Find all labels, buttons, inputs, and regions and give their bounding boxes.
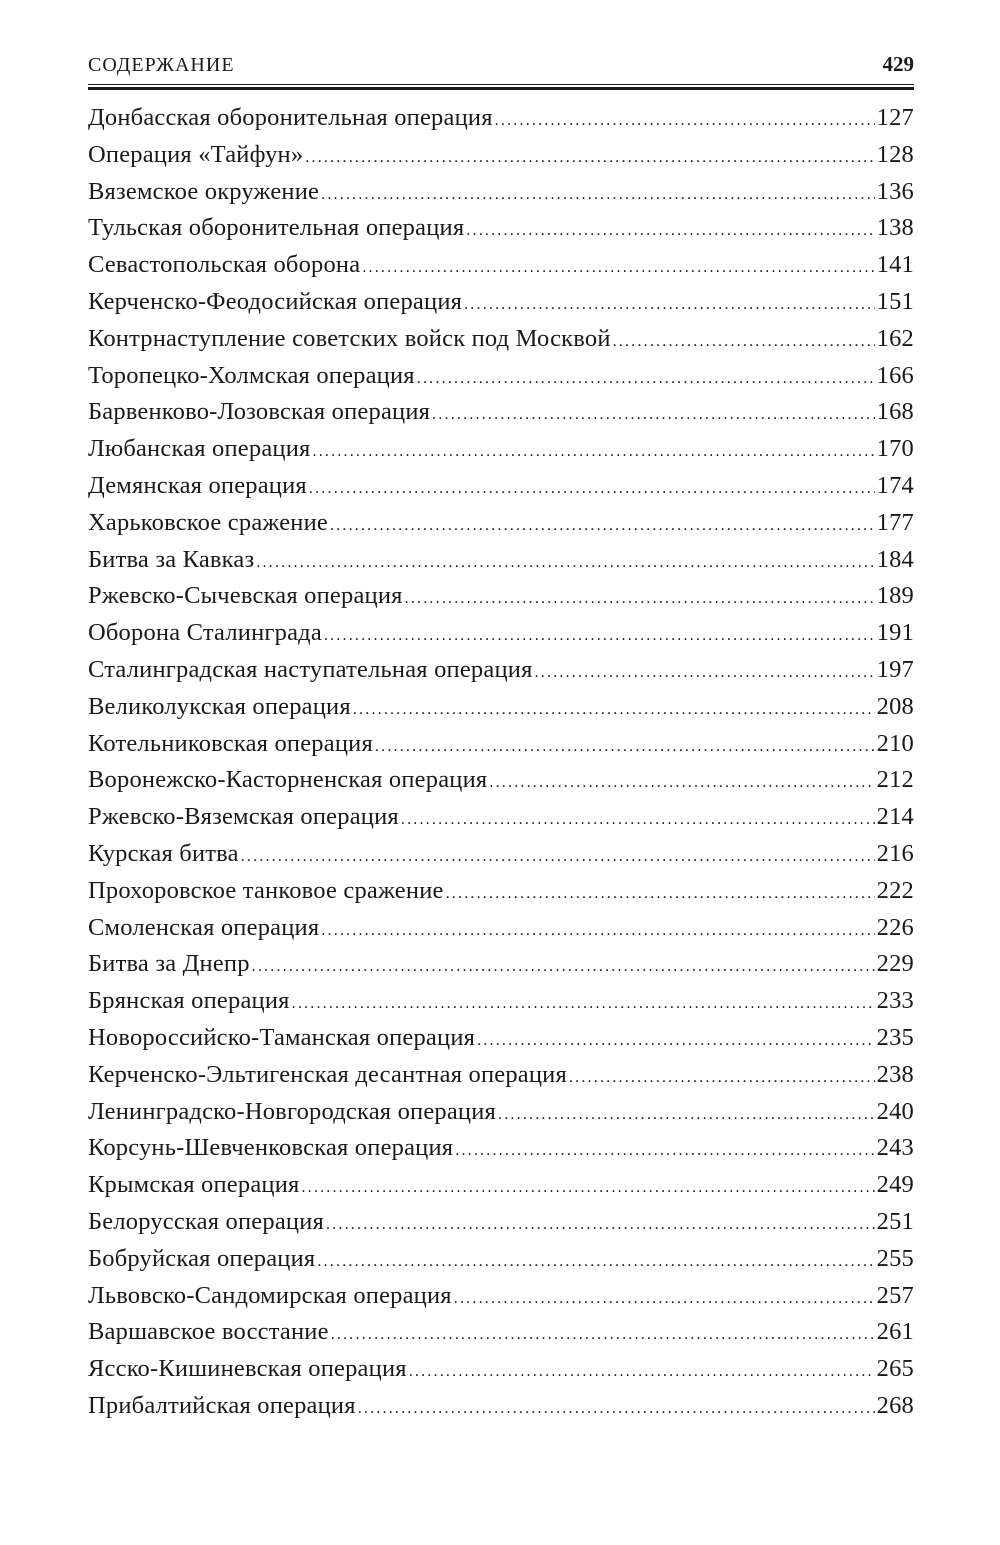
dot-leader [464, 296, 875, 314]
dot-leader [401, 811, 875, 829]
dot-leader [252, 958, 875, 976]
toc-entry-page: 174 [876, 471, 914, 499]
toc-entry-page: 243 [876, 1134, 914, 1162]
toc-entry-page: 166 [876, 361, 914, 389]
toc-entry-title: Новороссийско-Таманская операция [88, 1023, 476, 1051]
dot-leader [309, 480, 875, 498]
toc-entry-title: Прибалтийская операция [88, 1391, 356, 1419]
toc-entry [88, 288, 914, 325]
toc-entry-title: Оборона Сталинграда [88, 619, 322, 647]
toc-entry-title: Ржевско-Сычевская операция [88, 582, 403, 610]
dot-leader [330, 517, 875, 535]
toc-entry-page: 261 [876, 1318, 914, 1346]
toc-entry-page: 238 [876, 1060, 914, 1088]
toc-entry-title: Битва за Кавказ [88, 545, 255, 573]
toc-entry-title: Керченско-Эльтигенская десантная операция [88, 1060, 567, 1088]
dot-leader [446, 885, 875, 903]
toc-entry [88, 582, 914, 619]
toc-entry-page: 210 [876, 729, 914, 757]
dot-leader [324, 627, 875, 645]
toc-entry-page: 127 [876, 104, 914, 131]
toc-entry-page: 212 [876, 766, 914, 794]
toc-entry [88, 1134, 914, 1171]
toc-entry-page: 255 [876, 1244, 914, 1272]
toc-entry-page: 141 [876, 251, 914, 279]
dot-leader [321, 186, 875, 204]
running-header [88, 52, 914, 82]
toc-entry [88, 914, 914, 951]
header-rule [88, 84, 914, 90]
dot-leader [455, 1142, 874, 1160]
toc-entry-title: Бобруйская операция [88, 1244, 316, 1272]
toc-entry [88, 435, 914, 472]
toc-entry-page: 216 [876, 839, 914, 867]
dot-leader [313, 443, 875, 461]
dot-leader [535, 664, 875, 682]
dot-leader [358, 1400, 875, 1418]
dot-leader [466, 222, 874, 240]
toc-entry [88, 693, 914, 730]
dot-leader [317, 1253, 874, 1271]
toc-entry [88, 104, 914, 141]
section-title: СОДЕРЖАНИЕ [88, 54, 235, 76]
table-of-contents [88, 104, 914, 1429]
dot-leader [353, 701, 875, 719]
dot-leader [241, 848, 875, 866]
toc-entry-title: Любанская операция [88, 435, 311, 463]
toc-entry-title: Котельниковская операция [88, 729, 373, 757]
toc-entry-page: 251 [876, 1207, 914, 1235]
toc-entry-title: Ржевско-Вяземская операция [88, 803, 399, 831]
toc-entry [88, 840, 914, 877]
page-number: 429 [882, 52, 914, 76]
toc-entry [88, 766, 914, 803]
toc-entry-page: 138 [876, 214, 914, 242]
toc-entry-page: 189 [876, 582, 914, 610]
toc-entry [88, 325, 914, 362]
toc-entry-page: 265 [876, 1355, 914, 1383]
toc-entry-title: Крымская операция [88, 1171, 300, 1199]
toc-entry-page: 128 [876, 140, 914, 168]
toc-entry [88, 509, 914, 546]
toc-entry [88, 1318, 914, 1355]
toc-entry [88, 251, 914, 288]
toc-entry [88, 1208, 914, 1245]
toc-entry-title: Прохоровское танковое сражение [88, 876, 444, 904]
toc-entry-page: 222 [876, 876, 914, 904]
toc-entry-title: Тульская оборонительная операция [88, 214, 465, 242]
toc-entry-title: Смоленская операция [88, 913, 320, 941]
toc-entry [88, 803, 914, 840]
dot-leader [498, 1106, 875, 1124]
toc-entry-title: Курская битва [88, 839, 239, 867]
toc-entry [88, 1245, 914, 1282]
toc-entry-page: 229 [876, 950, 914, 978]
dot-leader [495, 112, 875, 130]
toc-entry-title: Великолукская операция [88, 692, 351, 720]
toc-entry-title: Операция «Тайфун» [88, 140, 304, 168]
toc-entry-title: Корсунь-Шевченковская операция [88, 1134, 454, 1162]
dot-leader [489, 774, 874, 792]
dot-leader [454, 1290, 875, 1308]
toc-entry-page: 151 [876, 287, 914, 315]
dot-leader [292, 995, 875, 1013]
dot-leader [409, 1363, 875, 1381]
dot-leader [326, 1216, 875, 1234]
toc-entry [88, 1024, 914, 1061]
toc-entry-title: Донбасская оборонительная операция [88, 104, 493, 131]
toc-entry [88, 1098, 914, 1135]
toc-entry-title: Ясско-Кишиневская операция [88, 1355, 407, 1383]
toc-entry [88, 1392, 914, 1429]
toc-entry [88, 619, 914, 656]
toc-entry [88, 1355, 914, 1392]
toc-entry-page: 257 [876, 1281, 914, 1309]
toc-entry-title: Львовско-Сандомирская операция [88, 1281, 452, 1309]
toc-entry-page: 136 [876, 177, 914, 205]
toc-entry [88, 141, 914, 178]
toc-entry-page: 226 [876, 913, 914, 941]
toc-entry [88, 987, 914, 1024]
dot-leader [301, 1179, 874, 1197]
toc-entry [88, 178, 914, 215]
toc-entry [88, 1171, 914, 1208]
toc-entry-page: 208 [876, 692, 914, 720]
dot-leader [375, 738, 875, 756]
toc-entry-title: Барвенково-Лозовская операция [88, 398, 431, 426]
dot-leader [569, 1069, 875, 1087]
toc-entry-title: Битва за Днепр [88, 950, 250, 978]
dot-leader [477, 1032, 875, 1050]
toc-entry-title: Брянская операция [88, 987, 290, 1015]
toc-entry [88, 1282, 914, 1319]
toc-entry-page: 191 [876, 619, 914, 647]
toc-entry [88, 472, 914, 509]
dot-leader [305, 149, 874, 167]
toc-entry [88, 546, 914, 583]
toc-entry-page: 177 [876, 508, 914, 536]
toc-entry-page: 168 [876, 398, 914, 426]
toc-entry [88, 398, 914, 435]
toc-entry-page: 197 [876, 655, 914, 683]
toc-entry-title: Белорусская операция [88, 1207, 324, 1235]
toc-entry-title: Воронежско-Касторненская операция [88, 766, 488, 794]
toc-entry-title: Ленинградско-Новгородская операция [88, 1097, 497, 1125]
dot-leader [256, 554, 874, 572]
toc-entry-title: Севастопольская оборона [88, 251, 361, 279]
toc-entry [88, 656, 914, 693]
toc-entry [88, 1061, 914, 1098]
dot-leader [321, 922, 874, 940]
toc-entry-title: Харьковское сражение [88, 508, 328, 536]
toc-entry-title: Варшавское восстание [88, 1318, 329, 1346]
toc-entry-page: 235 [876, 1023, 914, 1051]
toc-entry-title: Торопецко-Холмская операция [88, 361, 415, 389]
dot-leader [331, 1326, 875, 1344]
toc-entry-page: 268 [876, 1391, 914, 1419]
dot-leader [362, 259, 874, 277]
document-page [88, 52, 914, 1429]
toc-entry-page: 214 [876, 803, 914, 831]
dot-leader [432, 406, 875, 424]
toc-entry [88, 730, 914, 767]
toc-entry-title: Сталинградская наступательная операция [88, 655, 533, 683]
toc-entry [88, 950, 914, 987]
toc-entry-page: 162 [876, 324, 914, 352]
toc-entry-title: Контрнаступление советских войск под Москвой [88, 324, 611, 352]
dot-leader [417, 370, 875, 388]
toc-entry-page: 233 [876, 987, 914, 1015]
toc-entry-title: Вяземское окружение [88, 177, 320, 205]
toc-entry [88, 877, 914, 914]
dot-leader [405, 590, 875, 608]
toc-entry-title: Керченско-Феодосийская операция [88, 287, 463, 315]
toc-entry-page: 240 [876, 1097, 914, 1125]
toc-entry [88, 362, 914, 399]
toc-entry-page: 184 [876, 545, 914, 573]
toc-entry-page: 170 [876, 435, 914, 463]
toc-entry-title: Демянская операция [88, 471, 307, 499]
toc-entry [88, 214, 914, 251]
dot-leader [613, 333, 875, 351]
toc-entry-page: 249 [876, 1171, 914, 1199]
